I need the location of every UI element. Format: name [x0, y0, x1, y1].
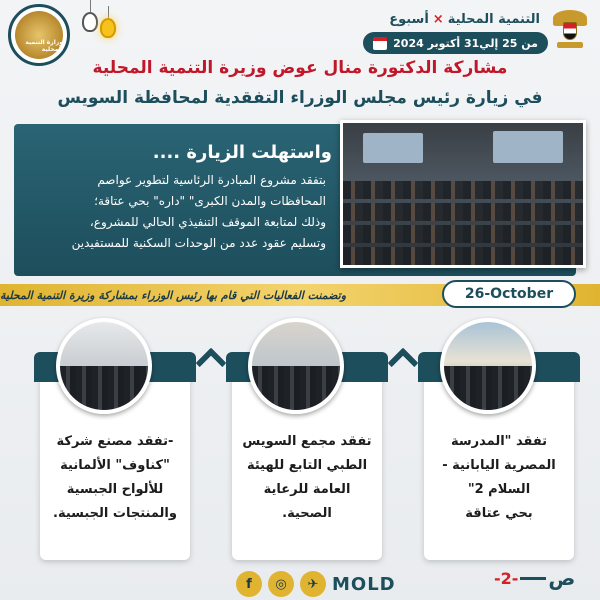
medical-complex-photo — [248, 318, 344, 414]
description-line: المحافظات والمدن الكبرى" "داره" بحي عتاقة؛ — [94, 194, 326, 208]
ministry-logo — [8, 4, 70, 66]
brand-label: MOLD — [332, 573, 396, 595]
tagline-right: أسبوع — [389, 11, 429, 27]
tagline-left: التنمية المحلية — [447, 11, 540, 27]
header-tagline — [389, 8, 540, 30]
activity-card-text — [48, 430, 182, 526]
date-range-text: من 25 إلي31 أكتوبر 2024 — [393, 36, 538, 50]
page-number-value: -2- — [494, 568, 519, 588]
chevron-left-icon — [195, 347, 226, 378]
description-line: بتفقد مشروع المبادرة الرئاسية لتطوير عواصم — [97, 173, 326, 187]
ministry-seal-text: وزارة التنمية المحلية — [15, 11, 63, 59]
page-number — [494, 566, 575, 590]
date-range-badge — [363, 32, 548, 54]
school-visit-photo — [440, 318, 536, 414]
card-line: تفقد مجمع السويس — [242, 434, 372, 449]
card-line: -تفقد مصنع شركة — [56, 434, 174, 449]
meeting-hall-photo — [340, 120, 586, 268]
activity-card-text — [432, 430, 566, 526]
social-footer — [236, 570, 396, 598]
card-line: والمنتجات الجبسية. — [53, 506, 177, 521]
card-line: تفقد "المدرسة — [450, 434, 548, 449]
card-line: الصحية. — [282, 506, 332, 521]
card-line: المصرية اليابانية - — [442, 458, 556, 473]
twitter-icon[interactable]: ✈ — [300, 571, 326, 597]
lightbulb-icon — [80, 0, 100, 36]
instagram-icon[interactable]: ◎ — [268, 571, 294, 597]
page-prefix: ص — [548, 566, 576, 590]
ribbon-text: وتضمنت الفعاليات التي قام بها رئيس الوزراء بمشاركة وزيرة التنمية المحلية — [0, 288, 347, 302]
glowing-lightbulb-icon — [98, 6, 118, 42]
card-line: للألواح الجبسية — [66, 482, 164, 497]
egypt-eagle-emblem-icon — [552, 10, 588, 54]
visit-heading: واستهلت الزيارة .... — [152, 142, 332, 163]
page-title-line1: مشاركة الدكتورة منال عوض وزيرة التنمية المحلية — [92, 58, 508, 78]
calendar-icon — [373, 37, 387, 50]
card-line: السلام 2" — [467, 482, 531, 497]
card-line: "كناوف" الألمانية — [60, 458, 170, 473]
card-line: العامة للرعاية — [263, 482, 351, 497]
event-date-tab: 26-October — [442, 280, 576, 308]
facebook-icon[interactable]: f — [236, 571, 262, 597]
card-line: بحي عتاقة — [465, 506, 533, 521]
factory-visit-photo — [56, 318, 152, 414]
card-line: الطبي التابع للهيئة — [246, 458, 368, 473]
description-line: وتسليم عقود عدد من الوحدات السكنية للمستفيدين — [71, 236, 326, 250]
description-line: وذلك لمتابعة الموقف التنفيذي الحالي للمشروع، — [89, 215, 326, 229]
tagline-separator: × — [432, 11, 444, 27]
activity-card-text — [240, 430, 374, 526]
visit-description — [16, 170, 326, 254]
page-title-line2: في زيارة رئيس مجلس الوزراء التفقدية لمحافظة السويس — [57, 88, 543, 108]
chevron-left-icon — [387, 347, 418, 378]
page-divider — [520, 577, 546, 580]
